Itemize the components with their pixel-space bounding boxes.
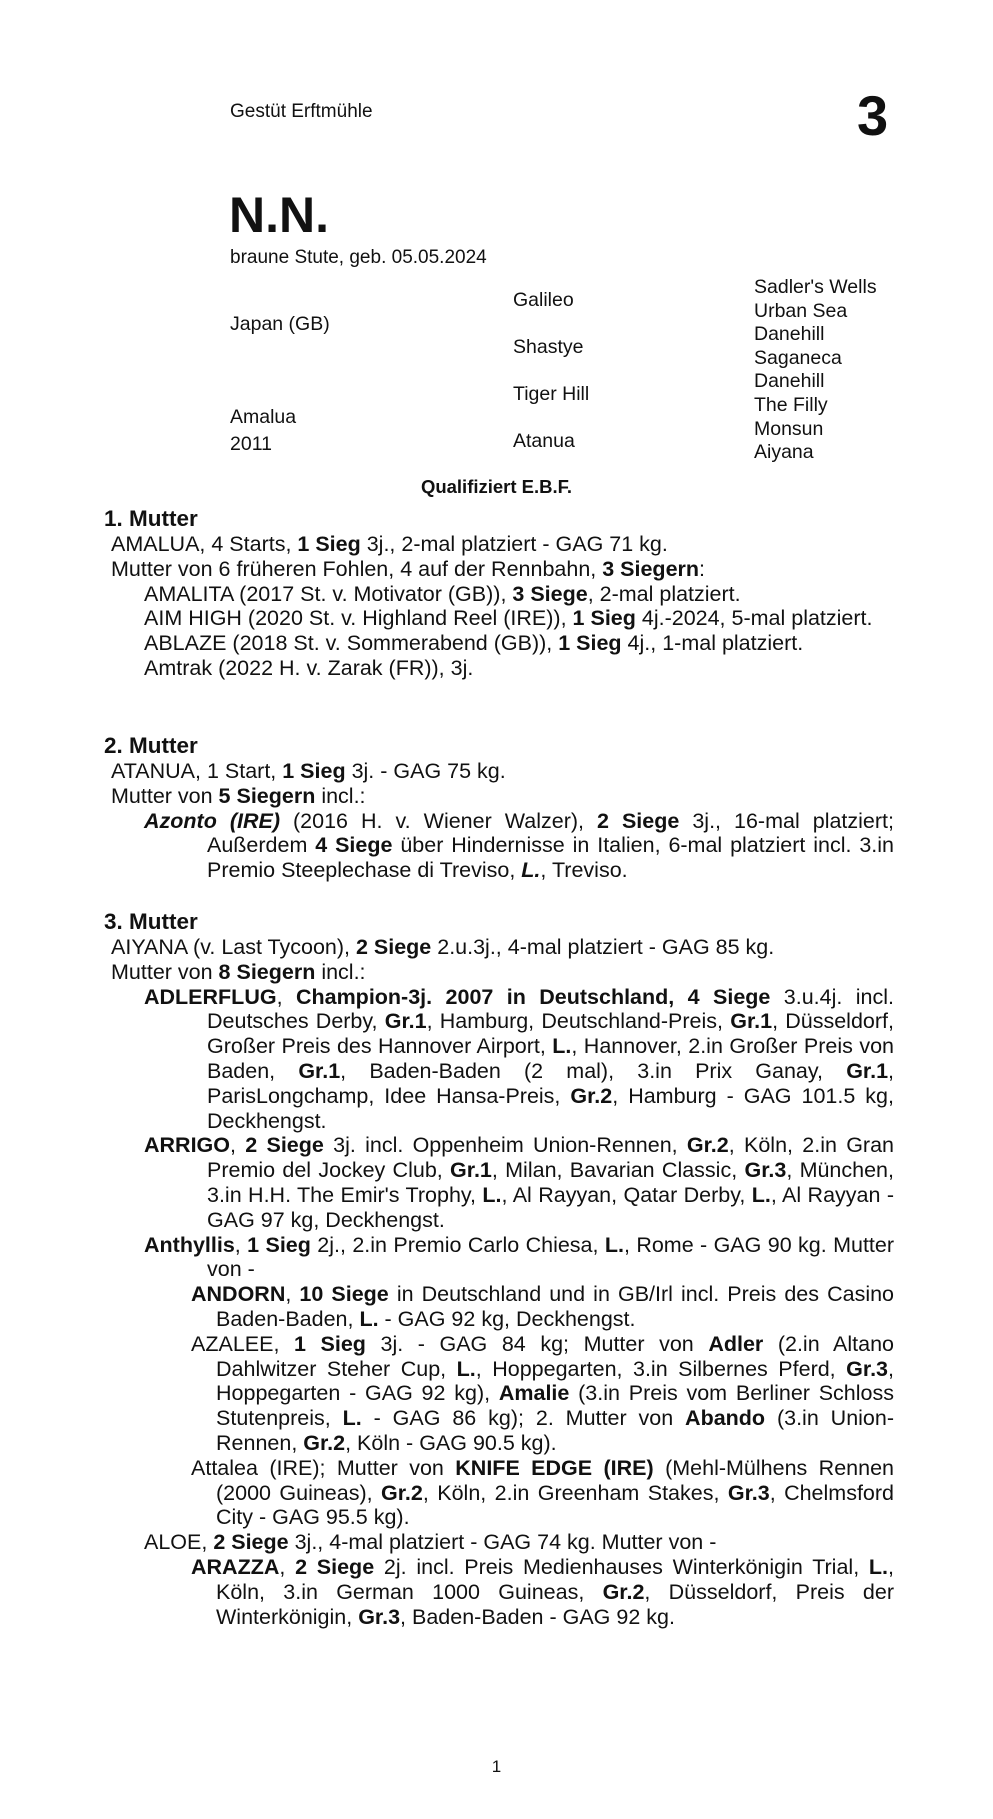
- text: (3.in Preis vom Berliner Schloss Stutenpreis,: [216, 1381, 894, 1431]
- win-count: 2 Siege: [213, 1530, 289, 1555]
- horse-name: ANDORN: [191, 1282, 286, 1307]
- text: , Köln, 2.in Greenham Stakes,: [422, 1480, 728, 1505]
- text: (3.in Union-Rennen,: [216, 1406, 895, 1455]
- pedigree-great-grandparent: Saganeca: [754, 347, 842, 369]
- text: ABLAZE (2018 St. v. Sommerabend (GB)),: [144, 631, 559, 656]
- produce-entry-sub: [104, 1555, 894, 1629]
- text: ALOE,: [144, 1530, 214, 1555]
- race-grade: Gr.2: [381, 1480, 423, 1505]
- winner-count: 8 Siegern: [218, 959, 316, 984]
- text: , Hoppegarten, 3.in Silbernes Pferd,: [475, 1356, 847, 1381]
- race-grade: Gr.3: [744, 1158, 787, 1183]
- text: AMALUA, 4 Starts,: [111, 532, 298, 556]
- text: AZALEE,: [191, 1331, 294, 1356]
- text: 2j., 2.in Premio Carlo Chiesa,: [310, 1232, 605, 1257]
- produce-entry: [104, 1133, 894, 1232]
- text: 3.u.4j. incl. Deutsches Derby,: [207, 984, 894, 1034]
- dam-record: [104, 759, 894, 784]
- text: , Baden-Baden (2 mal), 3.in Prix Ganay,: [340, 1058, 847, 1083]
- race-grade: L.: [359, 1306, 379, 1331]
- text: 2j. incl. Preis Medienhauses Winterkönigin Trial,: [374, 1554, 869, 1579]
- text: ,: [276, 984, 296, 1009]
- text: AIYANA (v. Last Tycoon),: [111, 935, 356, 959]
- win-count: 1 Sieg: [247, 1232, 311, 1257]
- text: , Köln, 2.in Gran Premio del Jockey Club,: [207, 1133, 894, 1183]
- horse-name: Anthyllis: [144, 1232, 235, 1257]
- race-grade: Gr.1: [730, 1009, 773, 1034]
- text: Mutter von: [111, 959, 219, 984]
- text: , ParisLongchamp, Idee Hansa-Preis,: [207, 1058, 895, 1108]
- race-grade: Gr.1: [450, 1158, 492, 1183]
- race-grade: Gr.3: [727, 1480, 770, 1505]
- win-count: 1 Sieg: [282, 759, 346, 783]
- text: , Hoppegarten - GAG 92 kg),: [216, 1356, 894, 1406]
- pedigree-great-grandparent: The Filly: [754, 394, 828, 416]
- pedigree-great-grandparent: Sadler's Wells: [754, 276, 877, 298]
- text: ,: [279, 1554, 296, 1579]
- produce-entry: [104, 656, 894, 681]
- text: ,: [285, 1282, 300, 1307]
- lot-number: 3: [857, 84, 889, 147]
- win-count: 2 Siege: [597, 808, 680, 833]
- win-count: 2 Siege: [295, 1554, 375, 1579]
- page-number: 1: [491, 1757, 502, 1776]
- text: (2.in Altano Dahlwitzer Steher Cup,: [216, 1331, 895, 1381]
- produce-entry: [104, 1530, 894, 1555]
- horse-description: braune Stute, geb. 05.05.2024: [230, 247, 487, 268]
- pedigree-grandparent: Tiger Hill: [513, 383, 590, 405]
- text: , Köln, 3.in German 1000 Guineas,: [216, 1554, 894, 1604]
- text: , Düsseldorf, Preis der Winterkönigin,: [216, 1579, 894, 1629]
- win-count: 4 Siege: [315, 833, 393, 858]
- race-grade: L.: [868, 1554, 889, 1579]
- race-grade: Gr.3: [358, 1604, 401, 1629]
- text: über Hindernisse in Italien, 6-mal platziert incl. 3.in Premio Steeplechase di Treviso,: [207, 833, 894, 883]
- produce-entry: [104, 985, 894, 1134]
- section-first-dam: [104, 506, 894, 681]
- winner-count: 3 Siegern: [602, 556, 700, 581]
- dam-record: [104, 935, 894, 960]
- text: 2.u.3j., 4-mal platziert - GAG 85 kg.: [431, 935, 775, 959]
- text: 3j. - GAG 75 kg.: [345, 759, 506, 783]
- text: , Baden-Baden - GAG 92 kg.: [400, 1604, 675, 1629]
- produce-entry: [104, 582, 894, 607]
- race-grade: Gr.2: [602, 1579, 645, 1604]
- text: , Hamburg - GAG 101.5 kg, Deckhengst.: [207, 1083, 894, 1133]
- race-grade: L.: [521, 858, 541, 883]
- championship: Champion-3j. 2007 in Deutschland, 4 Siege: [295, 984, 771, 1009]
- text: 3j., 16-mal platziert; Außerdem: [207, 808, 894, 858]
- pedigree-great-grandparent: Aiyana: [754, 441, 814, 463]
- race-grade: Gr.1: [846, 1058, 889, 1083]
- race-grade: Gr.1: [298, 1058, 341, 1083]
- pedigree-great-grandparent: Urban Sea: [754, 300, 848, 322]
- produce-entry-sub: [104, 1456, 894, 1530]
- text: , München, 3.in H.H. The Emir's Trophy,: [207, 1158, 894, 1207]
- text: , Rome - GAG 90 kg. Mutter von -: [207, 1232, 895, 1282]
- pedigree-great-grandparent: Danehill: [754, 370, 825, 392]
- text: 4j., 1-mal platziert.: [621, 631, 804, 656]
- produce-entry: [104, 606, 894, 631]
- produce-summary: [104, 784, 894, 809]
- win-count: 1 Sieg: [572, 606, 636, 631]
- winner-count: 5 Siegern: [218, 783, 316, 808]
- text: (2016 H. v. Wiener Walzer),: [280, 808, 597, 833]
- horse-name: Adler: [708, 1331, 764, 1356]
- text: ATANUA, 1 Start,: [111, 759, 283, 783]
- qualification-note: Qualifiziert E.B.F.: [420, 476, 573, 497]
- produce-entry-sub: [104, 1282, 894, 1332]
- pedigree-grandparent: Galileo: [513, 289, 574, 311]
- produce-summary: [104, 960, 894, 985]
- text: , Milan, Bavarian Classic,: [491, 1158, 745, 1183]
- text: 4j.-2024, 5-mal platziert.: [635, 606, 873, 631]
- text: 3j., 4-mal platziert - GAG 74 kg. Mutter von -: [288, 1530, 717, 1555]
- race-grade: L.: [342, 1406, 362, 1431]
- produce-entry: [104, 631, 894, 656]
- horse-name: KNIFE EDGE (IRE): [455, 1455, 654, 1480]
- section-third-dam: [104, 909, 894, 1629]
- dam-record: [104, 532, 894, 557]
- produce-entry: [104, 809, 894, 883]
- text: - GAG 92 kg, Deckhengst.: [378, 1306, 636, 1331]
- text: 3j. - GAG 84 kg; Mutter von: [365, 1331, 709, 1356]
- race-grade: Gr.2: [686, 1133, 729, 1158]
- text: ,: [230, 1133, 246, 1158]
- produce-entry: [104, 1233, 894, 1283]
- text: 3j. incl. Oppenheim Union-Rennen,: [323, 1133, 687, 1158]
- horse-name: ARRIGO: [144, 1133, 230, 1158]
- win-count: 1 Sieg: [294, 1331, 366, 1356]
- text: , Köln - GAG 90.5 kg).: [345, 1430, 557, 1455]
- text: Mutter von 6 früheren Fohlen, 4 auf der Rennbahn,: [111, 556, 603, 581]
- text: Amtrak (2022 H. v. Zarak (FR)), 3j.: [144, 655, 474, 680]
- win-count: 1 Sieg: [297, 532, 361, 556]
- breeder-name: Gestüt Erftmühle: [230, 101, 373, 122]
- text: , Düsseldorf, Großer Preis des Hannover Airport,: [207, 1009, 894, 1059]
- win-count: 10 Siege: [299, 1282, 389, 1307]
- text: 3j., 2-mal platziert - GAG 71 kg.: [360, 532, 668, 556]
- text: - GAG 86 kg); 2. Mutter von: [361, 1406, 686, 1431]
- win-count: 2 Siege: [245, 1133, 324, 1158]
- pedigree-sire: Japan (GB): [230, 313, 330, 335]
- win-count: 2 Siege: [355, 935, 432, 959]
- pedigree-great-grandparent: Monsun: [754, 418, 824, 440]
- race-grade: L.: [604, 1232, 624, 1257]
- race-grade: L.: [552, 1034, 572, 1059]
- race-grade: L.: [482, 1182, 502, 1207]
- pedigree-dam-year: 2011: [230, 433, 272, 455]
- text: , Hamburg, Deutschland-Preis,: [426, 1009, 731, 1034]
- produce-entry-sub: [104, 1332, 894, 1456]
- text: Mutter von: [111, 783, 219, 808]
- section-heading: 1. Mutter: [104, 506, 198, 531]
- race-grade: L.: [751, 1182, 771, 1207]
- text: ,: [234, 1232, 248, 1257]
- text: , Al Rayyan - GAG 97 kg, Deckhengst.: [207, 1182, 894, 1232]
- text: , Al Rayyan, Qatar Derby,: [501, 1182, 752, 1207]
- section-heading: 3. Mutter: [104, 909, 198, 934]
- text: incl.:: [315, 959, 366, 984]
- pedigree-grandparent: Shastye: [513, 336, 584, 358]
- text: , Hannover, 2.in Großer Preis von Baden,: [207, 1034, 894, 1083]
- win-count: 3 Siege: [512, 581, 588, 606]
- win-count: 1 Sieg: [558, 631, 622, 656]
- horse-name: ARAZZA: [191, 1554, 280, 1579]
- horse-name: N.N.: [229, 187, 329, 243]
- pedigree-great-grandparent: Danehill: [754, 323, 825, 345]
- produce-summary: [104, 557, 894, 582]
- pedigree-grandparent: Atanua: [513, 430, 575, 452]
- section-heading: 2. Mutter: [104, 733, 198, 758]
- text: AMALITA (2017 St. v. Motivator (GB)),: [144, 581, 513, 606]
- text: (Mehl-Mülhens Rennen (2000 Guineas),: [216, 1455, 894, 1505]
- text: Attalea (IRE); Mutter von: [191, 1455, 456, 1480]
- text: in Deutschland und in GB/Irl incl. Preis des Casino Baden-Baden,: [216, 1282, 895, 1331]
- section-second-dam: [104, 733, 894, 883]
- pedigree-dam: Amalua: [230, 406, 297, 428]
- text: AIM HIGH (2020 St. v. Highland Reel (IRE)),: [144, 606, 573, 631]
- text: , Treviso.: [540, 858, 628, 883]
- race-grade: Gr.3: [846, 1356, 889, 1381]
- race-grade: Gr.1: [384, 1009, 427, 1034]
- text: , Chelmsford City - GAG 95.5 kg).: [216, 1480, 894, 1530]
- horse-name: Azonto (IRE): [144, 808, 281, 833]
- race-grade: Gr.2: [303, 1430, 346, 1455]
- race-grade: L.: [456, 1356, 476, 1381]
- horse-name: Abando: [685, 1406, 766, 1431]
- text: , 2-mal platziert.: [587, 581, 741, 606]
- text: incl.:: [315, 783, 366, 808]
- race-grade: Gr.2: [570, 1083, 613, 1108]
- horse-name: Amalie: [498, 1381, 570, 1406]
- text: :: [699, 556, 706, 581]
- horse-name: ADLERFLUG: [144, 984, 277, 1009]
